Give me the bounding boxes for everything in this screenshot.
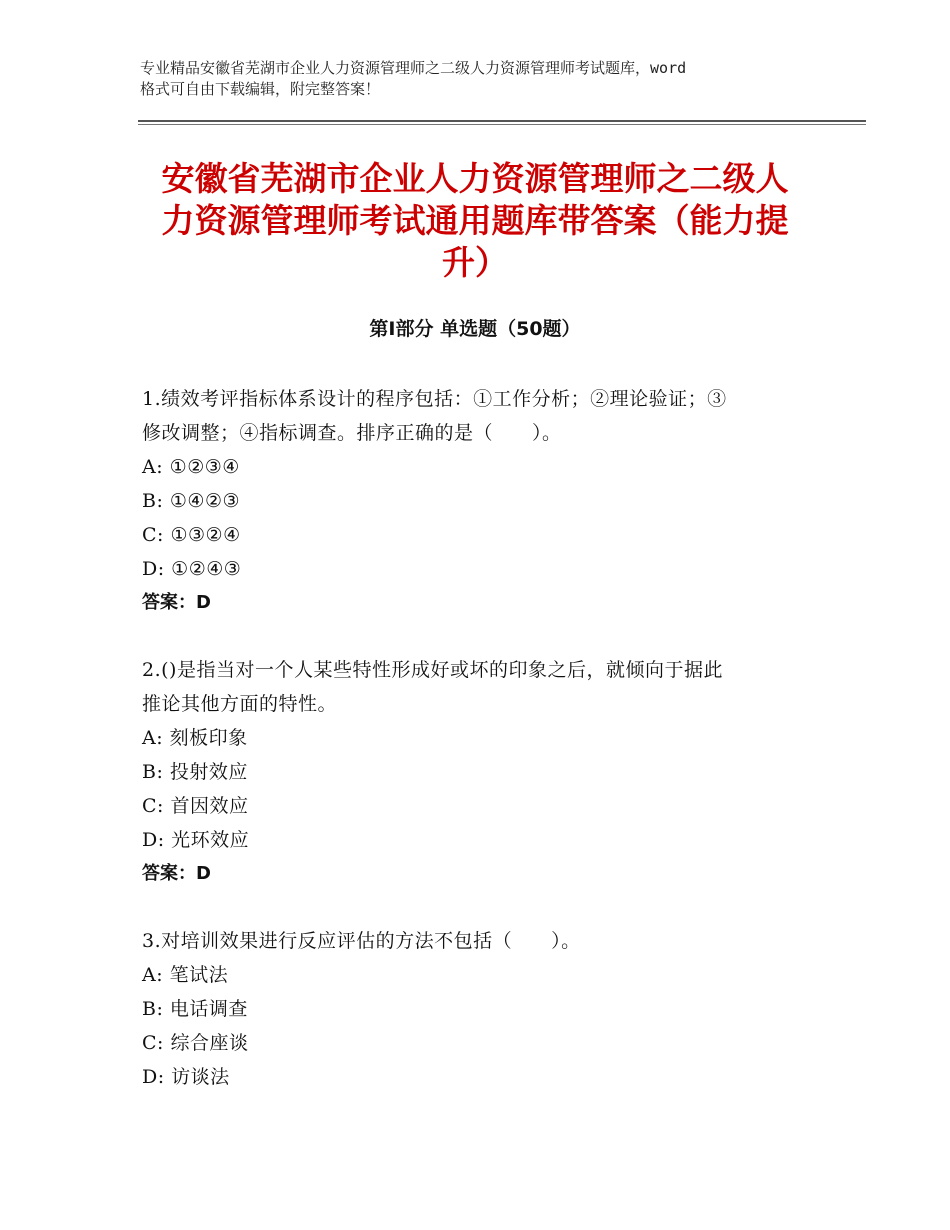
header-note [140,58,830,100]
answer: 答案：D [142,592,211,613]
question-stem-line: 2.()是指当对一个人某些特性形成好或坏的印象之后，就倾向于据此 [142,659,723,681]
question-stem-line: 1.绩效考评指标体系设计的程序包括：①工作分析；②理论验证；③ [142,388,727,410]
question-2 [142,653,822,891]
question-stem-line: 修改调整；④指标调查。排序正确的是（ ）。 [142,422,562,444]
spacer [142,620,822,653]
header-note-line-1: 专业精品安徽省芜湖市企业人力资源管理师之二级人力资源管理师考试题库，word [140,59,687,77]
title-line-2: 力资源管理师考试通用题库带答案（能力提 [161,201,789,240]
option-c: C: ①③②④ [142,524,241,546]
header-divider-thin [138,124,866,125]
question-1 [142,382,822,620]
spacer [142,891,822,924]
option-b: B: ①④②③ [142,490,241,512]
option-c: C: 首因效应 [142,795,249,817]
option-b: B: 投射效应 [142,761,248,783]
header-divider [138,120,866,122]
option-a: A: ①②③④ [142,456,240,478]
question-stem-line: 3.对培训效果进行反应评估的方法不包括（ ）。 [142,930,581,952]
section-title: 第Ⅰ部分 单选题（50题） [369,318,581,340]
option-d: D: 光环效应 [142,829,250,851]
option-a: A: 笔试法 [142,964,229,986]
header-note-line-2: 格式可自由下载编辑，附完整答案！ [140,80,381,98]
option-c: C: 综合座谈 [142,1032,249,1054]
question-3 [142,924,822,1094]
title-line-3: 升） [442,243,508,282]
question-stem-line: 推论其他方面的特性。 [142,693,338,715]
title-line-1: 安徽省芜湖市企业人力资源管理师之二级人 [161,159,789,198]
option-d: D: ①②④③ [142,558,242,580]
option-a: A: 刻板印象 [142,727,248,749]
question-list [142,382,822,1094]
document-title [130,158,820,284]
option-d: D: 访谈法 [142,1066,230,1088]
option-b: B: 电话调查 [142,998,248,1020]
answer: 答案：D [142,863,211,884]
